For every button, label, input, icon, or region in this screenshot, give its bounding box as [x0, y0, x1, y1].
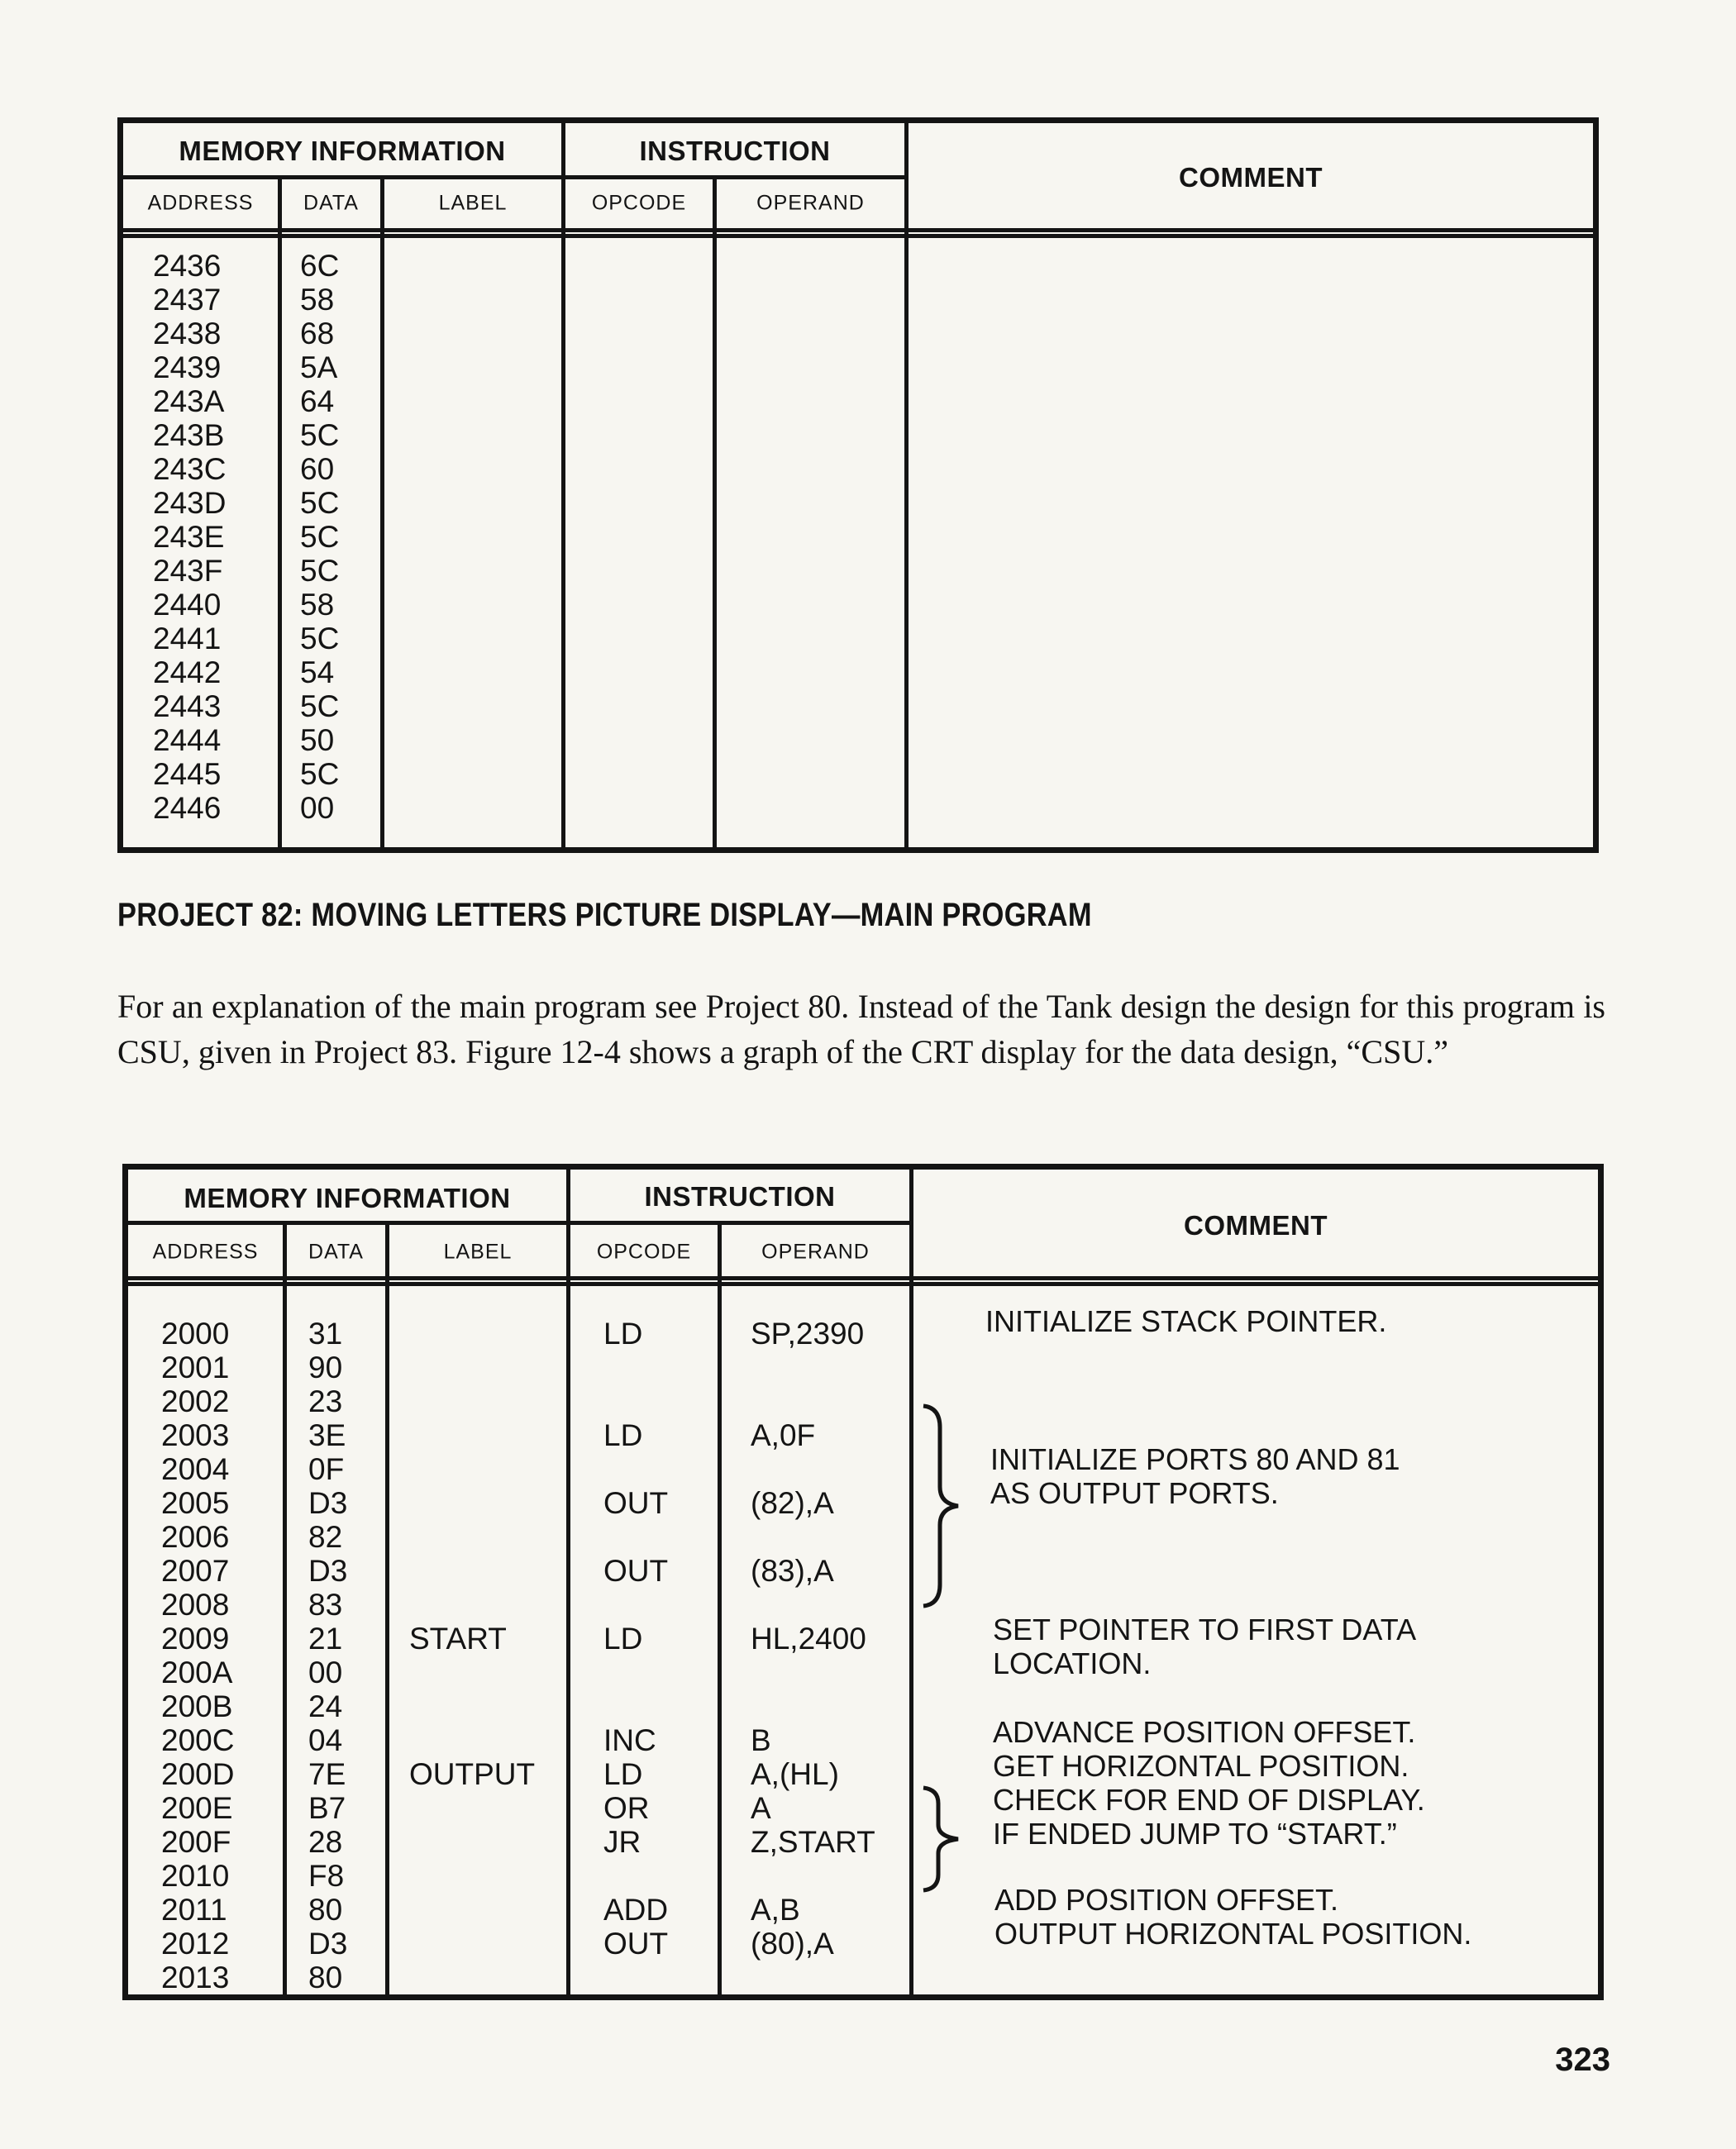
table-row — [123, 486, 1593, 520]
data-cell: 60 — [300, 452, 335, 486]
comment-init-ports-1: INITIALIZE PORTS 80 AND 81 — [990, 1442, 1400, 1476]
address-cell: 200A — [161, 1656, 233, 1689]
data-cell: 31 — [308, 1317, 343, 1351]
opcode-cell: LD — [603, 1622, 643, 1656]
data-cell: 5C — [300, 757, 340, 791]
header-address-2: ADDRESS — [152, 1240, 259, 1264]
operand-cell: (82),A — [751, 1486, 834, 1520]
address-cell: 243C — [153, 452, 227, 486]
operand-cell: A — [751, 1791, 771, 1825]
memory-table-2 — [122, 1164, 1604, 2000]
header-data: DATA — [303, 191, 359, 215]
address-cell: 200E — [161, 1791, 233, 1825]
comment-check-end: CHECK FOR END OF DISPLAY. — [993, 1783, 1425, 1817]
address-cell: 2003 — [161, 1418, 230, 1452]
operand-cell: B — [751, 1723, 771, 1757]
header-comment: COMMENT — [1179, 162, 1323, 193]
operand-cell: (80),A — [751, 1927, 834, 1961]
data-cell: 82 — [308, 1520, 343, 1554]
address-cell: 243D — [153, 486, 227, 520]
address-cell: 200D — [161, 1757, 235, 1791]
data-cell: 0F — [308, 1452, 345, 1486]
header-opcode: OPCODE — [591, 191, 687, 215]
data-cell: F8 — [308, 1859, 345, 1893]
data-cell: D3 — [308, 1486, 348, 1520]
operand-cell: (83),A — [751, 1554, 834, 1588]
opcode-cell: LD — [603, 1757, 643, 1791]
table-row — [123, 622, 1593, 655]
header-operand: OPERAND — [756, 191, 865, 215]
opcode-cell: OR — [603, 1791, 650, 1825]
table-row — [123, 655, 1593, 689]
address-cell: 200B — [161, 1689, 233, 1723]
data-cell: 5C — [300, 486, 340, 520]
data-cell: 7E — [308, 1757, 346, 1791]
data-cell: 5C — [300, 418, 340, 452]
opcode-cell: OUT — [603, 1486, 669, 1520]
opcode-cell: LD — [603, 1418, 643, 1452]
data-cell: 80 — [308, 1893, 343, 1927]
header-instruction: INSTRUCTION — [639, 136, 831, 166]
address-cell: 200F — [161, 1825, 231, 1859]
data-cell: 24 — [308, 1689, 343, 1723]
comment-set-pointer-2: LOCATION. — [993, 1646, 1152, 1680]
label-cell: START — [409, 1622, 507, 1656]
address-cell: 2000 — [161, 1317, 230, 1351]
data-cell: 00 — [300, 791, 335, 825]
table-row — [128, 1486, 1598, 1520]
address-cell: 2002 — [161, 1384, 230, 1418]
address-cell: 2444 — [153, 723, 222, 757]
opcode-cell: LD — [603, 1317, 643, 1351]
operand-cell: A,B — [751, 1893, 800, 1927]
data-cell: 5C — [300, 689, 340, 723]
data-cell: D3 — [308, 1554, 348, 1588]
data-cell: 5A — [300, 350, 338, 384]
table-row — [123, 757, 1593, 791]
comment-init-ports-2: AS OUTPUT PORTS. — [990, 1476, 1279, 1510]
address-cell: 2442 — [153, 655, 222, 689]
address-cell: 2001 — [161, 1351, 230, 1384]
header-instruction-2: INSTRUCTION — [644, 1181, 836, 1212]
address-cell: 2436 — [153, 249, 222, 283]
data-cell: 21 — [308, 1622, 343, 1656]
address-cell: 2437 — [153, 283, 222, 317]
operand-cell: A,0F — [751, 1418, 816, 1452]
section-heading: PROJECT 82: MOVING LETTERS PICTURE DISPLAY—MAIN PROGRAM — [117, 897, 1092, 933]
table-row — [123, 588, 1593, 622]
header-address: ADDRESS — [147, 191, 254, 215]
table-row — [123, 554, 1593, 588]
operand-cell: HL,2400 — [751, 1622, 866, 1656]
address-cell: 2438 — [153, 317, 222, 350]
comment-advance-offset: ADVANCE POSITION OFFSET. — [993, 1715, 1416, 1749]
address-cell: 2441 — [153, 622, 222, 655]
opcode-cell: INC — [603, 1723, 656, 1757]
data-cell: 04 — [308, 1723, 343, 1757]
table-row — [128, 1961, 1598, 1994]
opcode-cell: OUT — [603, 1927, 669, 1961]
operand-cell: SP,2390 — [751, 1317, 865, 1351]
comment-add-offset: ADD POSITION OFFSET. — [994, 1883, 1339, 1917]
data-cell: 58 — [300, 588, 335, 622]
data-cell: 5C — [300, 554, 340, 588]
address-cell: 243A — [153, 384, 225, 418]
operand-cell: A,(HL) — [751, 1757, 839, 1791]
table-row — [128, 1351, 1598, 1384]
table-row — [123, 350, 1593, 384]
comment-get-horizontal: GET HORIZONTAL POSITION. — [993, 1749, 1409, 1783]
data-cell: 5C — [300, 520, 340, 554]
data-cell: 83 — [308, 1588, 343, 1622]
table-row — [123, 418, 1593, 452]
address-cell: 2445 — [153, 757, 222, 791]
address-cell: 2005 — [161, 1486, 230, 1520]
data-cell: 68 — [300, 317, 335, 350]
table-row — [123, 689, 1593, 723]
address-cell: 2009 — [161, 1622, 230, 1656]
table-row — [128, 1520, 1598, 1554]
address-cell: 2007 — [161, 1554, 230, 1588]
address-cell: 2446 — [153, 791, 222, 825]
address-cell: 2008 — [161, 1588, 230, 1622]
table-row — [123, 723, 1593, 757]
header-label: LABEL — [438, 191, 508, 215]
address-cell: 243F — [153, 554, 223, 588]
address-cell: 2443 — [153, 689, 222, 723]
comment-output-horizontal: OUTPUT HORIZONTAL POSITION. — [994, 1917, 1472, 1951]
brace-icon — [922, 1785, 963, 1893]
comment-jump-start: IF ENDED JUMP TO “START.” — [993, 1817, 1397, 1851]
table-row — [123, 249, 1593, 283]
brace-icon — [922, 1403, 963, 1609]
address-cell: 243B — [153, 418, 225, 452]
operand-cell: Z,START — [751, 1825, 875, 1859]
header-comment-2: COMMENT — [1184, 1210, 1328, 1241]
table-row — [128, 1859, 1598, 1893]
table-row — [128, 1384, 1598, 1418]
memory-table-1 — [117, 117, 1599, 853]
data-cell: 58 — [300, 283, 335, 317]
address-cell: 2011 — [161, 1893, 227, 1927]
opcode-cell: JR — [603, 1825, 641, 1859]
header-memory-information: MEMORY INFORMATION — [179, 136, 506, 166]
address-cell: 2439 — [153, 350, 222, 384]
data-cell: D3 — [308, 1927, 348, 1961]
address-cell: 2013 — [161, 1961, 230, 1994]
address-cell: 2010 — [161, 1859, 230, 1893]
address-cell: 2004 — [161, 1452, 230, 1486]
header-data-2: DATA — [308, 1240, 364, 1264]
data-cell: 00 — [308, 1656, 343, 1689]
comment-init-stack: INITIALIZE STACK POINTER. — [985, 1304, 1387, 1338]
data-cell: 6C — [300, 249, 340, 283]
data-cell: 28 — [308, 1825, 343, 1859]
data-cell: 5C — [300, 622, 340, 655]
address-cell: 243E — [153, 520, 225, 554]
table-row — [128, 1554, 1598, 1588]
data-cell: B7 — [308, 1791, 346, 1825]
table-row — [128, 1656, 1598, 1689]
data-cell: 23 — [308, 1384, 343, 1418]
address-cell: 2012 — [161, 1927, 230, 1961]
table-row — [123, 791, 1593, 825]
table-row — [123, 384, 1593, 418]
header-operand-2: OPERAND — [761, 1240, 870, 1264]
address-cell: 200C — [161, 1723, 235, 1757]
data-cell: 50 — [300, 723, 335, 757]
label-cell: OUTPUT — [409, 1757, 536, 1791]
opcode-cell: OUT — [603, 1554, 669, 1588]
page-number: 323 — [1555, 2042, 1610, 2078]
table-row — [123, 520, 1593, 554]
address-cell: 2006 — [161, 1520, 230, 1554]
data-cell: 64 — [300, 384, 335, 418]
section-paragraph: For an explanation of the main program see Project 80. Instead of the Tank design the design for this program is CSU, given in Project 83. Figure 12-4 shows a graph of the CRT display for the data design, “CSU.” — [117, 988, 1605, 1070]
address-cell: 2440 — [153, 588, 222, 622]
comment-set-pointer-1: SET POINTER TO FIRST DATA — [993, 1613, 1417, 1646]
table-row — [123, 317, 1593, 350]
header-memory-information-2: MEMORY INFORMATION — [184, 1183, 511, 1213]
header-label-2: LABEL — [443, 1240, 513, 1264]
header-opcode-2: OPCODE — [596, 1240, 692, 1264]
data-cell: 90 — [308, 1351, 343, 1384]
table-row — [123, 452, 1593, 486]
data-cell: 80 — [308, 1961, 343, 1994]
data-cell: 3E — [308, 1418, 346, 1452]
data-cell: 54 — [300, 655, 335, 689]
opcode-cell: ADD — [603, 1893, 669, 1927]
table-row — [123, 283, 1593, 317]
